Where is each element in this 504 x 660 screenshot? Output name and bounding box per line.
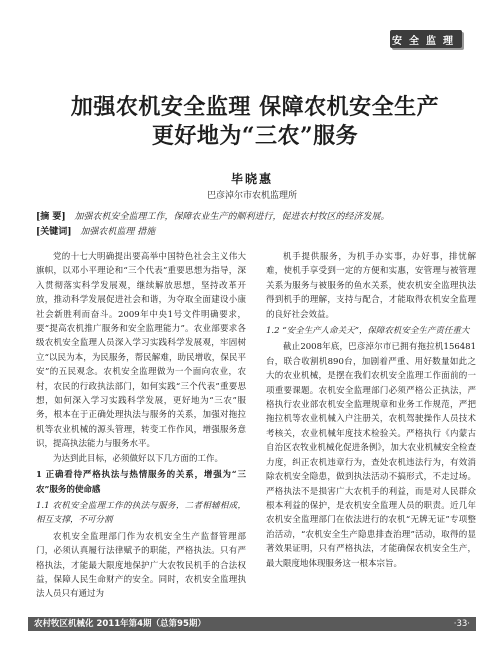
footer-journal: 农村牧区机械化 2011年第4期（总第95期） [34,619,206,629]
subsection-heading: 1.1 农机安全监理工作的执法与服务，二者相辅相成，相互支撑，不可分割 [36,500,246,526]
left-column [36,250,246,610]
abstract-row [36,210,466,225]
author-name: 毕晓惠 [230,172,273,186]
section-tag: 安全监理 [390,30,462,48]
title-line-2: 更好地为“三农”服务 [151,123,359,149]
paragraph: 党的十七大明确提出要高举中国特色社会主义伟大旗帜，以邓小平理论和“三个代表”重要思想为指导，深入贯彻落实科学发展观，继续解放思想，坚持改革开放，推动科学发展促进社会和谐，为夺取全面建设小康社会新胜利而奋斗。2009年中央1号文件明确要求，要“提高农机推广服务和安全监理能力”。农业部要求各级农机安全监理人员深入学习实践科学发展观，牢固树立“以民为本，为民服务，帮民解难，助民增收，保民平安”的五民观念。农机安全监理做为一个面向农业，农村，农民的行政执法部门，如何实践“三个代表”重要思想，如何深入学习实践科学发展，更好地为“三农”服务，根本在于正确处理执法与服务的关系，加强对拖拉机等农业机械的源头管理，转变工作作风，增强服务意识，提高执法能力与服务水平。 [36,252,246,450]
keywords-row [36,225,466,240]
subsection-heading: 1.2 “安全生产人命关天”，保障农机安全生产责任重大 [266,326,470,337]
keywords-label: [关键词] [36,227,72,237]
paragraph: 截止2008年底，巴彦淖尔市已拥有拖拉机156481台，联合收割机890台，加剧着严重、用好数量如此之大的农业机械，是摆在我们农机安全监理工作面前的一项重要课题。农机安全监理部门必须严格公正执法，严格执行农业部农机安全监理规章和业务工作规范，严把拖拉机等农业机械入户注册关，农机驾驶操作人员技术考核关，农业机械年度技术检验关。严格执行《内蒙古自治区农牧业机械化促进条例》，加大农业机械安全检查力度，纠正农机违章行为，查处农机违法行为，有效消除农机安全隐患，做到执法活动不搞形式，不走过场。严格执法不是损害广大农机手的利益，而是对人民群众根本利益的保护，是农机安全监理人员的职责。近几年农机安全监理部门在依法进行的农机“无牌无证”专项整治活动，“农机安全生产隐患排查治理”活动，取得的显著效果证明，只有严格执法，才能确保农机安全生产，最大限度地体现服务这一根本宗旨。 [266,342,476,569]
abstract-text: 加强农机安全监理工作，保障农业生产的顺利进行，促进农村牧区的经济发展。 [74,212,390,222]
paragraph: 机手提供服务，为机手办实事，办好事，排忧解难，使机手享受到一定的方便和实惠，安管理与被管理关系为服务与被服务的鱼水关系，使农机安全监理执法得到机手的理解，支持与配合，才能取得农机安全监理的良好社会效益。 [266,252,476,320]
keywords-text: 加强农机监理 措施 [80,227,156,237]
paragraph: 为达到此目标，必须做好以下几方面的工作。 [53,453,224,464]
paragraph: 农机安全监理部门作为农机安全生产监督管理部门，必须认真履行法律赋予的职能，严格执法。只有严格执法，才能最大限度地保护广大农牧民机手的合法权益，保障人民生命财产的安全。同时，农机安全监理执法人员只有通过为 [36,531,246,600]
page-number: ·33· [453,619,470,629]
author-affiliation: 巴彦淖尔市农机监理所 [206,191,297,201]
abstract-label: [摘 要] [36,212,66,222]
section-heading: 1 正确看待严格执法与热情服务的关系，增强为“三农”服务的使命感 [36,470,246,495]
right-column [266,250,476,610]
article-title [40,93,470,151]
title-line-1: 加强农机安全监理 保障农机安全生产 [70,94,440,120]
body-columns [36,250,476,610]
abstract-block [36,210,466,240]
